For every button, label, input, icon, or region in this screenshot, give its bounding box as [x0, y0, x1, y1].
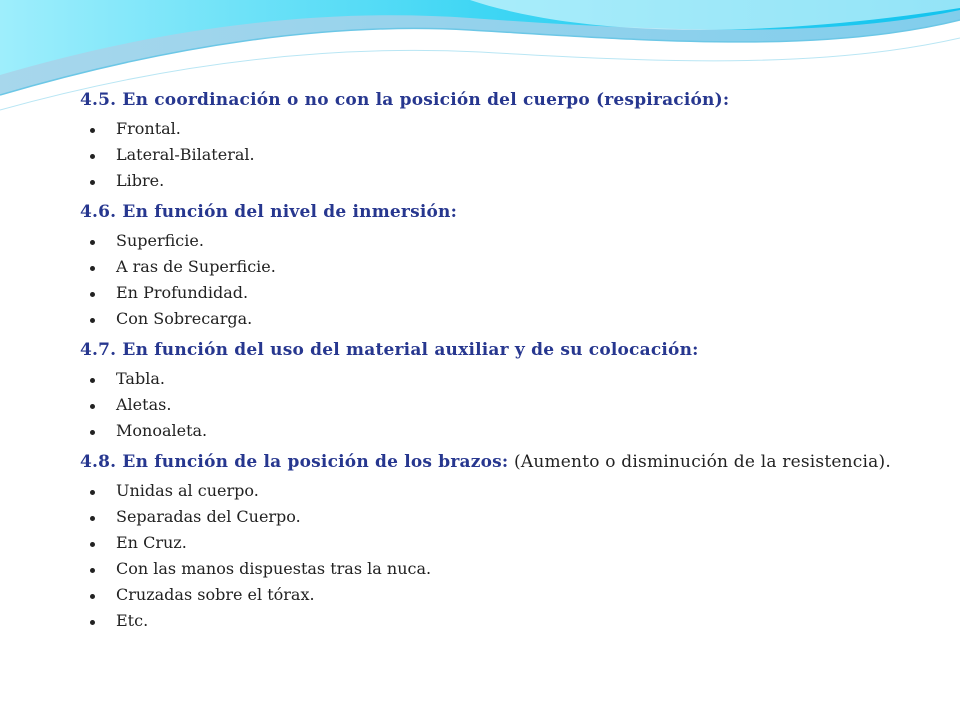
list-item: Tabla.: [80, 366, 940, 392]
list-item: Cruzadas sobre el tórax.: [80, 582, 940, 608]
list-item: Con las manos dispuestas tras la nuca.: [80, 556, 940, 582]
list-item: Separadas del Cuerpo.: [80, 504, 940, 530]
list-item: Unidas al cuerpo.: [80, 478, 940, 504]
list-item: Etc.: [80, 608, 940, 634]
list-4-5: [80, 116, 940, 194]
list-item: Aletas.: [80, 392, 940, 418]
list-4-7: [80, 366, 940, 444]
list-item: Superficie.: [80, 228, 940, 254]
list-item: A ras de Superficie.: [80, 254, 940, 280]
list-item: Monoaleta.: [80, 418, 940, 444]
list-item: Lateral-Bilateral.: [80, 142, 940, 168]
list-4-6: [80, 228, 940, 332]
list-item: Con Sobrecarga.: [80, 306, 940, 332]
section-note: (Aumento o disminución de la resistencia).: [514, 452, 891, 472]
list-item: Frontal.: [80, 116, 940, 142]
section-heading-4-7: 4.7. En función del uso del material auxiliar y de su colocación:: [80, 340, 699, 360]
list-item: En Cruz.: [80, 530, 940, 556]
slide-content: [80, 88, 940, 634]
section-heading-4-5: 4.5. En coordinación o no con la posición del cuerpo (respiración):: [80, 90, 730, 110]
list-4-8: [80, 478, 940, 634]
section-heading-4-6: 4.6. En función del nivel de inmersión:: [80, 202, 458, 222]
list-item: Libre.: [80, 168, 940, 194]
section-heading-4-8: 4.8. En función de la posición de los brazos: (Aumento o disminución de la resistencia).: [80, 452, 891, 472]
list-item: En Profundidad.: [80, 280, 940, 306]
